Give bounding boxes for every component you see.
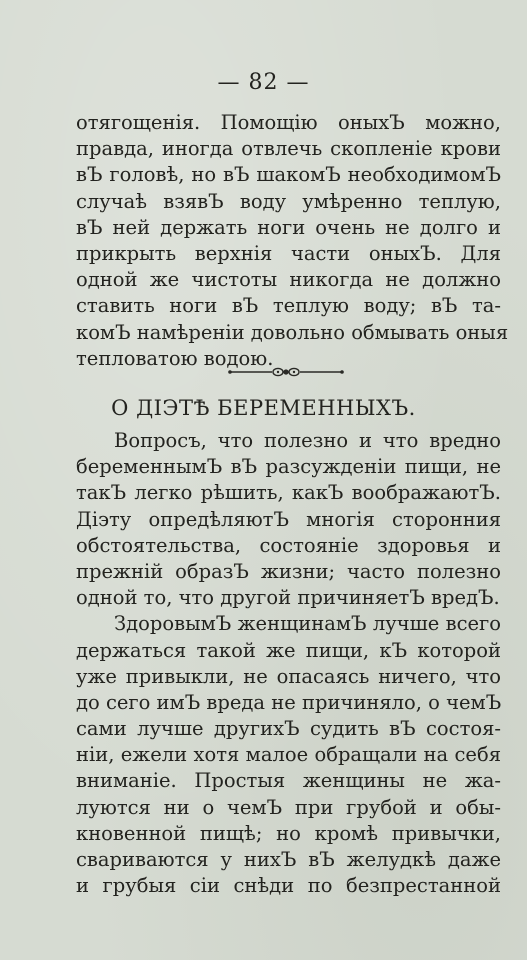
text-line: ЗдоровымЪ женщинамЪ лучше всего xyxy=(114,612,501,636)
ornament-divider xyxy=(228,364,344,380)
text-line: кновенной пищѣ; но кромѣ привычки, xyxy=(76,821,501,845)
text-line: правда, иногда отвлечь скопленіе крови xyxy=(76,137,501,161)
text-line: вЪ головѣ, но вЪ шакомЪ необходимомЪ xyxy=(76,163,501,187)
text-line: одной то, что другой причиняетЪ вредЪ. xyxy=(76,586,500,610)
paragraph-top xyxy=(76,110,509,372)
text-line: Вопросъ, что полезно и что вредно xyxy=(114,429,501,452)
text-line: сами лучше другихЪ судить вЪ состоя- xyxy=(76,717,501,741)
text-line: отягощенія. Помощію оныхЪ можно, xyxy=(76,111,501,134)
text-line: луются ни о чемЪ при грубой и обы- xyxy=(76,795,501,819)
text-line: держаться такой же пищи, кЪ которой xyxy=(76,638,501,662)
text-line: тепловатою водою. xyxy=(76,346,274,370)
text-line: Діэту опредѣляютЪ многія сторонния xyxy=(76,507,501,531)
text-line: вниманіе. Простыя женщины не жа- xyxy=(76,769,501,793)
text-line: уже привыкли, не опасаясь ничего, что xyxy=(76,664,501,688)
text-line: такЪ легко рѣшить, какЪ воображаютЪ. xyxy=(76,481,501,505)
text-line: комЪ намѣреніи довольно обмывать оныя xyxy=(76,320,509,344)
text-line: прикрыть верхнія части оныхЪ. Для xyxy=(76,241,501,265)
text-line: случаѣ взявЪ воду умѣренно теплую, xyxy=(76,189,501,213)
text-line: и грубыя сіи снѣди по безпрестанной xyxy=(76,874,501,898)
text-line: до сего имЪ вреда не причиняло, о чемЪ xyxy=(76,690,502,714)
section-heading: О ДІЭТѢ БЕРЕМЕННЫХЪ. xyxy=(111,396,416,420)
text-line: одной же чистоты никогда не должно xyxy=(76,268,501,292)
paragraph-bottom xyxy=(76,428,501,899)
page-number: — 82 — xyxy=(217,70,310,95)
text-line: прежній образЪ жизни; часто полезно xyxy=(76,559,501,583)
text-line: ставить ноги вЪ теплую воду; вЪ та- xyxy=(76,294,501,318)
text-line: беременнымЪ вЪ разсужденіи пищи, не xyxy=(76,455,501,479)
text-line: свариваются у нихЪ вЪ желудкѣ даже xyxy=(76,848,501,871)
text-line: вЪ ней держать ноги очень не долго и xyxy=(76,215,501,239)
text-line: обстоятельства, состояніе здоровья и xyxy=(76,533,501,557)
text-line: ніи, ежели хотя малое обращали на себя xyxy=(76,743,501,767)
